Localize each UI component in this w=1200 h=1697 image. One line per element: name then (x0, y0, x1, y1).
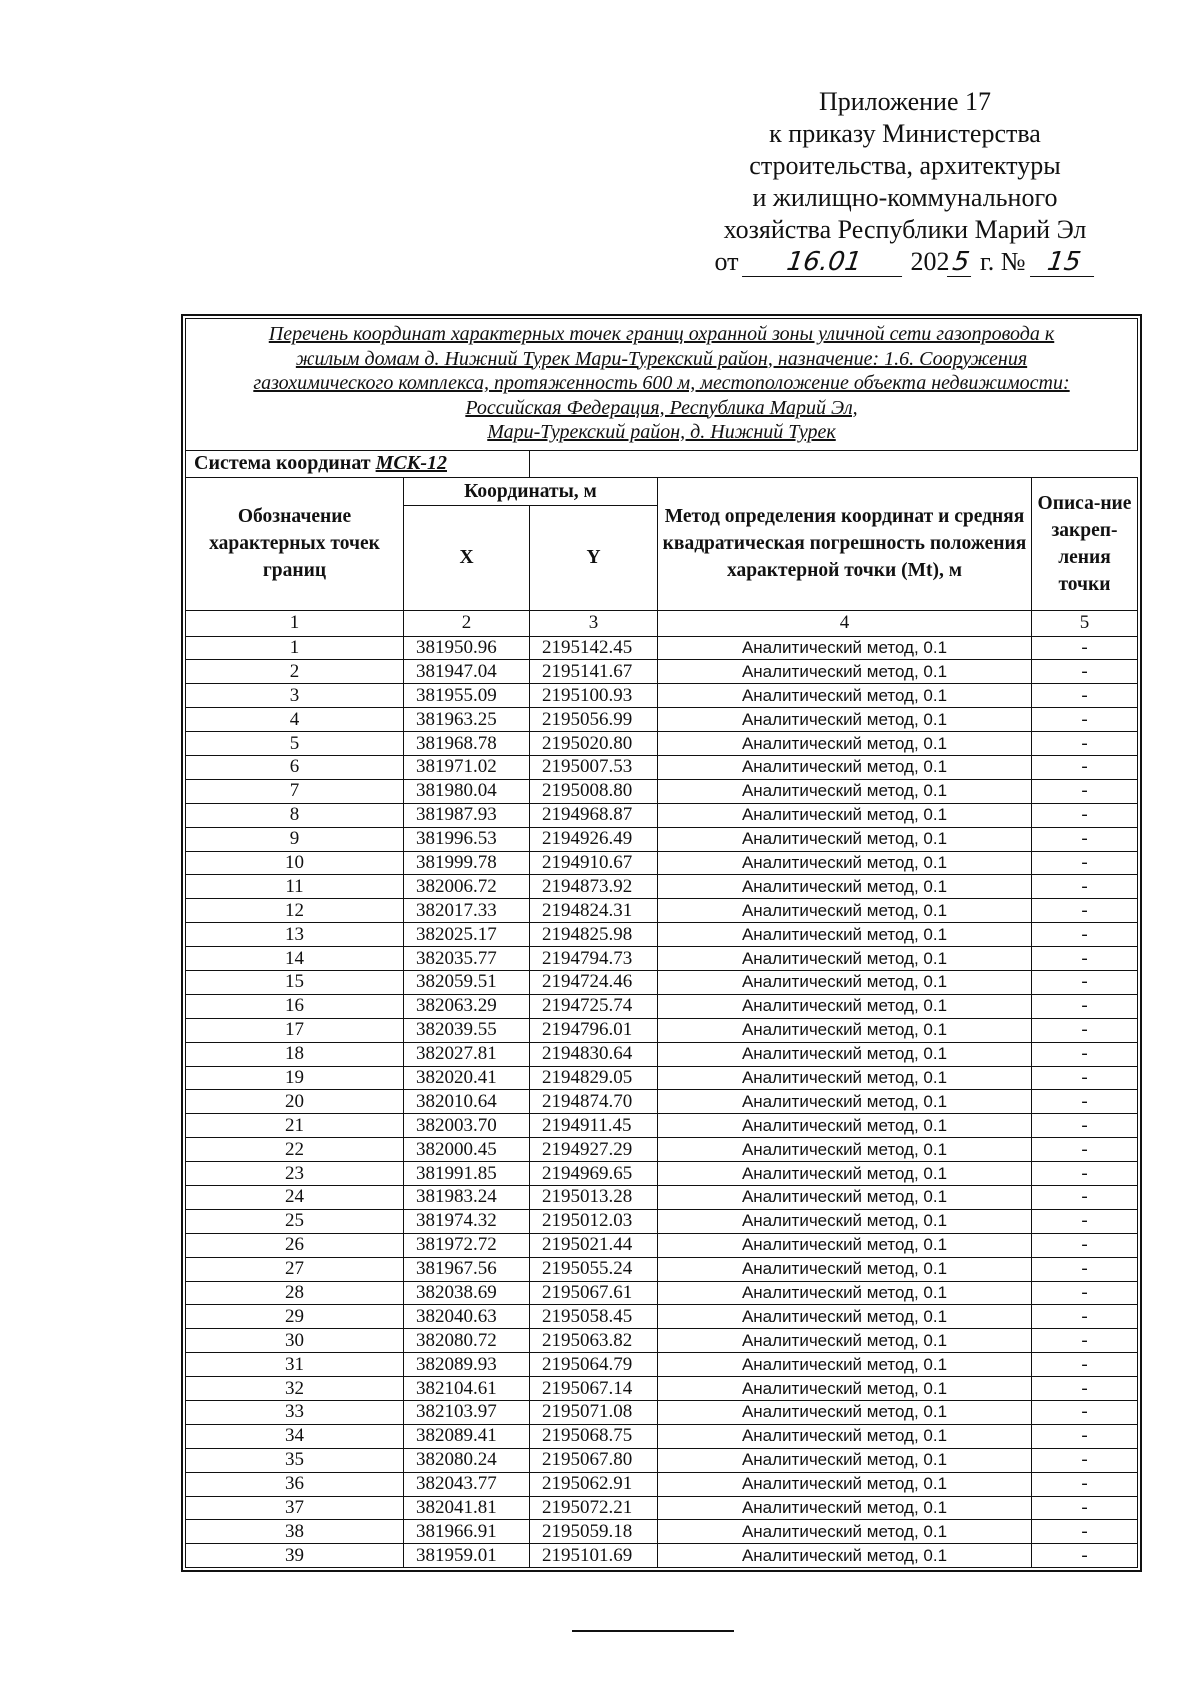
header-line: строительства, архитектуры (749, 151, 1061, 180)
point-number-cell: 29 (186, 1305, 404, 1329)
table-body (186, 636, 1138, 1568)
x-coordinate-cell: 382080.24 (404, 1448, 530, 1472)
x-coordinate-cell: 382104.61 (404, 1377, 530, 1401)
table-row (186, 636, 1138, 660)
y-coordinate-cell: 2194725.74 (530, 994, 658, 1018)
table-row (186, 947, 1138, 971)
point-number-cell: 23 (186, 1162, 404, 1186)
description-cell: - (1032, 1424, 1138, 1448)
y-coordinate-cell: 2194796.01 (530, 1018, 658, 1042)
method-cell: Аналитический метод, 0.1 (658, 1281, 1032, 1305)
order-date-handwritten: 16.01 (742, 248, 906, 277)
description-cell: - (1032, 1496, 1138, 1520)
table-row (186, 732, 1138, 756)
method-cell: Аналитический метод, 0.1 (658, 1424, 1032, 1448)
method-cell: Аналитический метод, 0.1 (658, 684, 1032, 708)
point-number-cell: 21 (186, 1114, 404, 1138)
description-cell: - (1032, 1329, 1138, 1353)
y-coordinate-cell: 2195055.24 (530, 1257, 658, 1281)
description-cell: - (1032, 1401, 1138, 1425)
method-cell: Аналитический метод, 0.1 (658, 1233, 1032, 1257)
point-number-cell: 38 (186, 1520, 404, 1544)
point-number-cell: 9 (186, 827, 404, 851)
description-cell: - (1032, 875, 1138, 899)
y-coordinate-cell: 2195064.79 (530, 1353, 658, 1377)
table-row (186, 970, 1138, 994)
point-number-cell: 36 (186, 1472, 404, 1496)
method-cell: Аналитический метод, 0.1 (658, 1544, 1032, 1568)
y-coordinate-cell: 2195008.80 (530, 779, 658, 803)
table-row (186, 1066, 1138, 1090)
x-coordinate-cell: 382103.97 (404, 1401, 530, 1425)
description-cell: - (1032, 970, 1138, 994)
description-cell: - (1032, 899, 1138, 923)
description-cell: - (1032, 1162, 1138, 1186)
column-number: 4 (658, 610, 1032, 636)
point-number-cell: 33 (186, 1401, 404, 1425)
x-coordinate-cell: 381971.02 (404, 755, 530, 779)
table-row (186, 1281, 1138, 1305)
method-cell: Аналитический метод, 0.1 (658, 994, 1032, 1018)
table-row (186, 1329, 1138, 1353)
y-coordinate-cell: 2194911.45 (530, 1114, 658, 1138)
y-coordinate-cell: 2195067.61 (530, 1281, 658, 1305)
table-row (186, 1185, 1138, 1209)
y-coordinate-cell: 2195068.75 (530, 1424, 658, 1448)
method-cell: Аналитический метод, 0.1 (658, 1162, 1032, 1186)
method-cell: Аналитический метод, 0.1 (658, 1377, 1032, 1401)
table-row (186, 1233, 1138, 1257)
table-row (186, 803, 1138, 827)
x-coordinate-cell: 382059.51 (404, 970, 530, 994)
description-cell: - (1032, 994, 1138, 1018)
y-coordinate-cell: 2194794.73 (530, 947, 658, 971)
method-cell: Аналитический метод, 0.1 (658, 1520, 1032, 1544)
table-title (186, 319, 1138, 451)
table-row (186, 1257, 1138, 1281)
method-cell: Аналитический метод, 0.1 (658, 1353, 1032, 1377)
header-line: хозяйства Республики Марий Эл (723, 215, 1087, 244)
header-line: к приказу Министерства (769, 119, 1041, 148)
x-coordinate-cell: 381967.56 (404, 1257, 530, 1281)
table-row (186, 1138, 1138, 1162)
method-cell: Аналитический метод, 0.1 (658, 1018, 1032, 1042)
point-number-cell: 16 (186, 994, 404, 1018)
method-cell: Аналитический метод, 0.1 (658, 1114, 1032, 1138)
bottom-divider (572, 1630, 734, 1632)
y-coordinate-cell: 2194824.31 (530, 899, 658, 923)
y-coordinate-cell: 2194969.65 (530, 1162, 658, 1186)
description-cell: - (1032, 1472, 1138, 1496)
description-cell: - (1032, 660, 1138, 684)
x-coordinate-cell: 381950.96 (404, 636, 530, 660)
point-number-cell: 5 (186, 732, 404, 756)
x-coordinate-cell: 381955.09 (404, 684, 530, 708)
description-cell: - (1032, 1042, 1138, 1066)
point-number-cell: 24 (186, 1185, 404, 1209)
x-coordinate-cell: 382025.17 (404, 923, 530, 947)
x-coordinate-cell: 382017.33 (404, 899, 530, 923)
description-cell: - (1032, 1018, 1138, 1042)
order-number-handwritten: 15 (1029, 248, 1097, 277)
x-coordinate-cell: 382027.81 (404, 1042, 530, 1066)
table-row (186, 1353, 1138, 1377)
x-coordinate-cell: 382003.70 (404, 1114, 530, 1138)
x-coordinate-cell: 381963.25 (404, 708, 530, 732)
table-row (186, 684, 1138, 708)
description-cell: - (1032, 755, 1138, 779)
method-cell: Аналитический метод, 0.1 (658, 923, 1032, 947)
y-coordinate-cell: 2195141.67 (530, 660, 658, 684)
y-coordinate-cell: 2194829.05 (530, 1066, 658, 1090)
table-row (186, 708, 1138, 732)
header-line: и жилищно-коммунального (752, 183, 1058, 212)
x-coordinate-cell: 382089.41 (404, 1424, 530, 1448)
y-coordinate-cell: 2195071.08 (530, 1401, 658, 1425)
column-number: 2 (404, 610, 530, 636)
point-number-cell: 13 (186, 923, 404, 947)
table-row (186, 875, 1138, 899)
from-label: от (714, 247, 739, 276)
point-number-cell: 2 (186, 660, 404, 684)
coord-system-value: МСК-12 (375, 452, 447, 474)
method-cell: Аналитический метод, 0.1 (658, 947, 1032, 971)
x-coordinate-cell: 381980.04 (404, 779, 530, 803)
y-coordinate-cell: 2194874.70 (530, 1090, 658, 1114)
x-coordinate-cell: 382040.63 (404, 1305, 530, 1329)
x-coordinate-cell: 381947.04 (404, 660, 530, 684)
title-line: Перечень координат характерных точек границ охранной зоны уличной сети газопровода к (268, 323, 1055, 345)
method-cell: Аналитический метод, 0.1 (658, 1496, 1032, 1520)
method-cell: Аналитический метод, 0.1 (658, 1329, 1032, 1353)
year-handwritten: 5 (947, 248, 975, 277)
y-coordinate-cell: 2195072.21 (530, 1496, 658, 1520)
x-coordinate-cell: 381959.01 (404, 1544, 530, 1568)
description-cell: - (1032, 636, 1138, 660)
point-number-cell: 17 (186, 1018, 404, 1042)
x-coordinate-cell: 381996.53 (404, 827, 530, 851)
x-coordinate-cell: 381968.78 (404, 732, 530, 756)
description-cell: - (1032, 1257, 1138, 1281)
blank-cell (530, 450, 1138, 477)
point-number-cell: 28 (186, 1281, 404, 1305)
table-row (186, 1424, 1138, 1448)
x-coordinate-cell: 382041.81 (404, 1496, 530, 1520)
table-row (186, 827, 1138, 851)
point-number-cell: 27 (186, 1257, 404, 1281)
header-point-designation: Обозначение характерных точек границ (186, 477, 404, 610)
description-cell: - (1032, 1138, 1138, 1162)
point-number-cell: 15 (186, 970, 404, 994)
point-number-cell: 10 (186, 851, 404, 875)
y-coordinate-cell: 2194830.64 (530, 1042, 658, 1066)
coord-system-label: Система координат (194, 452, 371, 474)
description-cell: - (1032, 1233, 1138, 1257)
point-number-cell: 26 (186, 1233, 404, 1257)
method-cell: Аналитический метод, 0.1 (658, 827, 1032, 851)
table-row (186, 1401, 1138, 1425)
y-coordinate-cell: 2194927.29 (530, 1138, 658, 1162)
method-cell: Аналитический метод, 0.1 (658, 1305, 1032, 1329)
table-row (186, 1209, 1138, 1233)
method-cell: Аналитический метод, 0.1 (658, 1472, 1032, 1496)
table-row (186, 899, 1138, 923)
x-coordinate-cell: 382006.72 (404, 875, 530, 899)
header-y: Y (530, 505, 658, 610)
description-cell: - (1032, 827, 1138, 851)
method-cell: Аналитический метод, 0.1 (658, 732, 1032, 756)
x-coordinate-cell: 382000.45 (404, 1138, 530, 1162)
header-x: X (404, 505, 530, 610)
y-coordinate-cell: 2195100.93 (530, 684, 658, 708)
y-coordinate-cell: 2195067.80 (530, 1448, 658, 1472)
x-coordinate-cell: 382043.77 (404, 1472, 530, 1496)
description-cell: - (1032, 1209, 1138, 1233)
point-number-cell: 20 (186, 1090, 404, 1114)
description-cell: - (1032, 779, 1138, 803)
description-cell: - (1032, 732, 1138, 756)
point-number-cell: 19 (186, 1066, 404, 1090)
coordinates-table (185, 318, 1138, 1568)
description-cell: - (1032, 1090, 1138, 1114)
point-number-cell: 18 (186, 1042, 404, 1066)
x-coordinate-cell: 382010.64 (404, 1090, 530, 1114)
x-coordinate-cell: 381991.85 (404, 1162, 530, 1186)
x-coordinate-cell: 381999.78 (404, 851, 530, 875)
point-number-cell: 30 (186, 1329, 404, 1353)
title-line: Российская Федерация, Республика Марий Эл, (465, 396, 858, 419)
point-number-cell: 6 (186, 755, 404, 779)
point-number-cell: 4 (186, 708, 404, 732)
method-cell: Аналитический метод, 0.1 (658, 875, 1032, 899)
method-cell: Аналитический метод, 0.1 (658, 708, 1032, 732)
y-coordinate-cell: 2195063.82 (530, 1329, 658, 1353)
method-cell: Аналитический метод, 0.1 (658, 1401, 1032, 1425)
point-number-cell: 11 (186, 875, 404, 899)
appendix-header (690, 86, 1120, 278)
table-row (186, 851, 1138, 875)
method-cell: Аналитический метод, 0.1 (658, 1185, 1032, 1209)
y-coordinate-cell: 2194724.46 (530, 970, 658, 994)
table-row (186, 755, 1138, 779)
y-coordinate-cell: 2195101.69 (530, 1544, 658, 1568)
point-number-cell: 32 (186, 1377, 404, 1401)
x-coordinate-cell: 382035.77 (404, 947, 530, 971)
table-row (186, 1305, 1138, 1329)
table-row (186, 923, 1138, 947)
y-coordinate-cell: 2194926.49 (530, 827, 658, 851)
description-cell: - (1032, 1066, 1138, 1090)
title-line: жилым домам д. Нижний Турек Мари-Турекский район, назначение: 1.6. Сооружения (295, 347, 1028, 370)
column-number: 5 (1032, 610, 1138, 636)
y-coordinate-cell: 2194968.87 (530, 803, 658, 827)
description-cell: - (1032, 1114, 1138, 1138)
point-number-cell: 22 (186, 1138, 404, 1162)
method-cell: Аналитический метод, 0.1 (658, 660, 1032, 684)
description-cell: - (1032, 684, 1138, 708)
table-row (186, 1114, 1138, 1138)
table-row (186, 1162, 1138, 1186)
x-coordinate-cell: 381974.32 (404, 1209, 530, 1233)
x-coordinate-cell: 381987.93 (404, 803, 530, 827)
y-coordinate-cell: 2195059.18 (530, 1520, 658, 1544)
method-cell: Аналитический метод, 0.1 (658, 1042, 1032, 1066)
y-coordinate-cell: 2195142.45 (530, 636, 658, 660)
table-row (186, 1018, 1138, 1042)
point-number-cell: 12 (186, 899, 404, 923)
point-number-cell: 7 (186, 779, 404, 803)
point-number-cell: 14 (186, 947, 404, 971)
table-row (186, 1472, 1138, 1496)
header-line: Приложение 17 (818, 87, 992, 116)
method-cell: Аналитический метод, 0.1 (658, 755, 1032, 779)
description-cell: - (1032, 1377, 1138, 1401)
method-cell: Аналитический метод, 0.1 (658, 803, 1032, 827)
method-cell: Аналитический метод, 0.1 (658, 1257, 1032, 1281)
table-row (186, 994, 1138, 1018)
description-cell: - (1032, 1353, 1138, 1377)
y-coordinate-cell: 2195012.03 (530, 1209, 658, 1233)
y-coordinate-cell: 2195056.99 (530, 708, 658, 732)
x-coordinate-cell: 382089.93 (404, 1353, 530, 1377)
coord-system (186, 450, 530, 477)
x-coordinate-cell: 381972.72 (404, 1233, 530, 1257)
description-cell: - (1032, 708, 1138, 732)
description-cell: - (1032, 1185, 1138, 1209)
x-coordinate-cell: 381966.91 (404, 1520, 530, 1544)
description-cell: - (1032, 1544, 1138, 1568)
method-cell: Аналитический метод, 0.1 (658, 851, 1032, 875)
table-row (186, 1496, 1138, 1520)
method-cell: Аналитический метод, 0.1 (658, 636, 1032, 660)
y-coordinate-cell: 2194873.92 (530, 875, 658, 899)
method-cell: Аналитический метод, 0.1 (658, 1448, 1032, 1472)
method-cell: Аналитический метод, 0.1 (658, 899, 1032, 923)
y-coordinate-cell: 2194825.98 (530, 923, 658, 947)
point-number-cell: 37 (186, 1496, 404, 1520)
table-row (186, 1520, 1138, 1544)
point-number-cell: 35 (186, 1448, 404, 1472)
header-coordinates: Координаты, м (404, 477, 658, 505)
y-coordinate-cell: 2194910.67 (530, 851, 658, 875)
y-coordinate-cell: 2195007.53 (530, 755, 658, 779)
y-coordinate-cell: 2195013.28 (530, 1185, 658, 1209)
y-coordinate-cell: 2195067.14 (530, 1377, 658, 1401)
method-cell: Аналитический метод, 0.1 (658, 1209, 1032, 1233)
description-cell: - (1032, 1520, 1138, 1544)
x-coordinate-cell: 382063.29 (404, 994, 530, 1018)
table-row (186, 1544, 1138, 1568)
table-row (186, 1448, 1138, 1472)
point-number-cell: 34 (186, 1424, 404, 1448)
table-row (186, 660, 1138, 684)
table-row (186, 779, 1138, 803)
description-cell: - (1032, 1448, 1138, 1472)
point-number-cell: 25 (186, 1209, 404, 1233)
title-line: Мари-Турекский район, д. Нижний Турек (487, 421, 836, 443)
y-coordinate-cell: 2195021.44 (530, 1233, 658, 1257)
method-cell: Аналитический метод, 0.1 (658, 779, 1032, 803)
point-number-cell: 31 (186, 1353, 404, 1377)
description-cell: - (1032, 947, 1138, 971)
column-number: 1 (186, 610, 404, 636)
x-coordinate-cell: 382020.41 (404, 1066, 530, 1090)
method-cell: Аналитический метод, 0.1 (658, 970, 1032, 994)
table-row (186, 1042, 1138, 1066)
y-coordinate-cell: 2195020.80 (530, 732, 658, 756)
point-number-cell: 8 (186, 803, 404, 827)
header-description: Описа-ние закреп-ления точки (1032, 477, 1138, 610)
year-prefix: 202 (910, 247, 950, 276)
header-method: Метод определения координат и средняя квадратическая погрешность положения характерной точки (Mt), м (658, 477, 1032, 610)
title-line: газохимического комплекса, протяженность 600 м, местоположение объекта недвижимости: (253, 372, 1070, 394)
point-number-cell: 3 (186, 684, 404, 708)
column-number: 3 (530, 610, 658, 636)
x-coordinate-cell: 382039.55 (404, 1018, 530, 1042)
point-number-cell: 1 (186, 636, 404, 660)
x-coordinate-cell: 382038.69 (404, 1281, 530, 1305)
x-coordinate-cell: 381983.24 (404, 1185, 530, 1209)
method-cell: Аналитический метод, 0.1 (658, 1066, 1032, 1090)
method-cell: Аналитический метод, 0.1 (658, 1090, 1032, 1114)
description-cell: - (1032, 923, 1138, 947)
year-suffix: г. № (979, 247, 1026, 276)
description-cell: - (1032, 1281, 1138, 1305)
table-row (186, 1090, 1138, 1114)
x-coordinate-cell: 382080.72 (404, 1329, 530, 1353)
order-date-number-line (690, 246, 1120, 278)
y-coordinate-cell: 2195058.45 (530, 1305, 658, 1329)
table-row (186, 1377, 1138, 1401)
method-cell: Аналитический метод, 0.1 (658, 1138, 1032, 1162)
description-cell: - (1032, 1305, 1138, 1329)
y-coordinate-cell: 2195062.91 (530, 1472, 658, 1496)
point-number-cell: 39 (186, 1544, 404, 1568)
description-cell: - (1032, 803, 1138, 827)
description-cell: - (1032, 851, 1138, 875)
